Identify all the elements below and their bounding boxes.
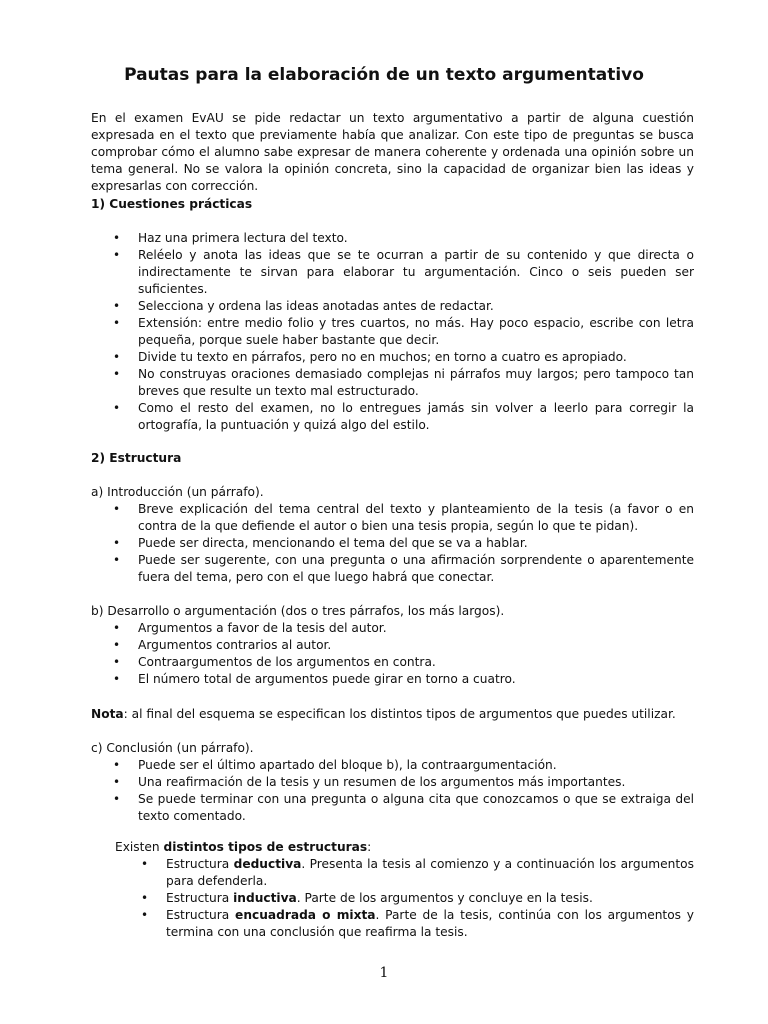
list-item: • Haz una primera lectura del texto.	[91, 230, 694, 247]
subsection-b-label: b) Desarrollo o argumentación (dos o tres párrafos, los más largos).	[91, 604, 505, 618]
structure-description: . Presenta la tesis al comienzo y a continuación los argumentos para defenderla.	[166, 857, 694, 888]
note-label: Nota	[91, 707, 124, 721]
section-2-heading: 2) Estructura	[91, 451, 182, 465]
structure-prefix: Estructura	[166, 908, 236, 922]
structure-prefix: Estructura	[166, 857, 234, 871]
list-item: • Puede ser el último apartado del bloque b), la contraargumentación.	[91, 757, 694, 774]
structures-intro	[115, 839, 694, 856]
list-item	[91, 890, 694, 907]
list-item: • Breve explicación del tema central del texto y planteamiento de la tesis (a favor o en contra de la que defiende el autor o bien una tesis propia, según lo que te pidan).	[91, 501, 694, 535]
structure-type: deductiva	[233, 857, 302, 871]
list-item: • Argumentos a favor de la tesis del autor.	[91, 620, 694, 637]
structures-list	[91, 856, 694, 941]
list-item: • Selecciona y ordena las ideas anotadas antes de redactar.	[91, 298, 694, 315]
list-item: • No construyas oraciones demasiado complejas ni párrafos muy largos; pero tampoco tan breves que resulte un texto mal estructurado.	[91, 366, 694, 400]
page-number: 1	[379, 965, 389, 981]
note-paragraph	[91, 706, 694, 723]
section-1-list	[91, 230, 694, 434]
list-item	[91, 856, 694, 890]
structure-type: encuadrada o mixta	[235, 908, 376, 922]
list-item	[91, 907, 694, 941]
structure-prefix: Estructura	[166, 891, 234, 905]
subsection-a-list	[91, 501, 694, 586]
subsection-a-label: a) Introducción (un párrafo).	[91, 485, 264, 499]
list-item: • Como el resto del examen, no lo entregues jamás sin volver a leerlo para corregir la ortografía, la puntuación y quizá algo del estilo.	[91, 400, 694, 434]
list-item: • Se puede terminar con una pregunta o alguna cita que conozcamos o que se extraiga del texto comentado.	[91, 791, 694, 825]
list-item: • Extensión: entre medio folio y tres cuartos, no más. Hay poco espacio, escribe con letra pequeña, porque suele haber bastante que decir.	[91, 315, 694, 349]
list-item: • Argumentos contrarios al autor.	[91, 637, 694, 654]
list-item: • Divide tu texto en párrafos, pero no en muchos; en torno a cuatro es apropiado.	[91, 349, 694, 366]
structures-intro-prefix: Existen	[115, 840, 164, 854]
list-item: • El número total de argumentos puede girar en torno a cuatro.	[91, 671, 694, 688]
structure-type: inductiva	[233, 891, 297, 905]
list-item: • Puede ser directa, mencionando el tema del que se va a hablar.	[91, 535, 694, 552]
list-item: • Contraargumentos de los argumentos en contra.	[91, 654, 694, 671]
subsection-c-label: c) Conclusión (un párrafo).	[91, 741, 254, 755]
note-text: : al final del esquema se especifican los distintos tipos de argumentos que puedes utilizar.	[123, 707, 676, 721]
structure-description: . Parte de la tesis, continúa con los argumentos y termina con una conclusión que reafirma la tesis.	[166, 908, 695, 939]
list-item: • Puede ser sugerente, con una pregunta o una afirmación sorprendente o aparentemente fuera del tema, pero con el que luego habrá que conectar.	[91, 552, 694, 586]
subsection-c-list	[91, 757, 694, 825]
structure-description: . Parte de los argumentos y concluye en la tesis.	[296, 891, 593, 905]
document-title: Pautas para la elaboración de un texto argumentativo	[124, 65, 644, 85]
section-1-heading: 1) Cuestiones prácticas	[91, 197, 253, 211]
structures-intro-bold: distintos tipos de estructuras	[163, 840, 368, 854]
list-item: • Reléelo y anota las ideas que se te ocurran a partir de su contenido y que directa o indirectamente te sirvan para elaborar tu argumentación. Cinco o seis pueden ser suficientes.	[91, 247, 694, 298]
list-item: • Una reafirmación de la tesis y un resumen de los argumentos más importantes.	[91, 774, 694, 791]
intro-paragraph: En el examen EvAU se pide redactar un texto argumentativo a partir de alguna cuestión expresada en el texto que previamente había que analizar. Con este tipo de preguntas se busca comprobar cómo el alumno sabe expresar de manera coherente y ordenada una opinión sobre un tema general. No se valora la opinión concreta, sino la capacidad de organizar bien las ideas y expresarlas con corrección.	[91, 111, 694, 193]
subsection-b-list	[91, 620, 694, 688]
structures-intro-suffix: :	[367, 840, 372, 854]
